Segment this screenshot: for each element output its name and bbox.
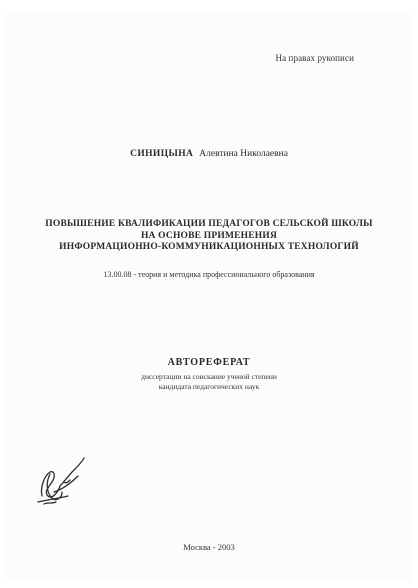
document-page — [6, 12, 412, 582]
manuscript-note: На правах рукописи — [275, 53, 354, 63]
document-type-heading: АВТОРЕФЕРАТ — [167, 357, 251, 368]
signature-icon — [34, 452, 90, 512]
author-given-names: Алевтина Николаевна — [199, 149, 288, 159]
author-name — [6, 149, 412, 159]
title-line: НА ОСНОВЕ ПРИМЕНЕНИЯ — [140, 230, 278, 241]
author-surname: СИНИЦЫНА — [130, 149, 194, 159]
subtitle-line: кандидата педагогических наук — [158, 381, 260, 391]
dissertation-title — [26, 219, 392, 254]
title-line: ПОВЫШЕНИЕ КВАЛИФИКАЦИИ ПЕДАГОГОВ СЕЛЬСКОЙ ШКОЛЫ — [45, 219, 373, 229]
document-type-subtitle — [6, 372, 412, 391]
subtitle-line: диссертации на соискание ученой степени — [141, 372, 277, 381]
title-line: ИНФОРМАЦИОННО-КОММУНИКАЦИОННЫХ ТЕХНОЛОГИЙ — [59, 242, 359, 252]
city-and-year: Москва - 2003 — [183, 542, 235, 552]
specialty-code: 13.00.08 - теория и методика профессионального образования — [103, 270, 315, 279]
